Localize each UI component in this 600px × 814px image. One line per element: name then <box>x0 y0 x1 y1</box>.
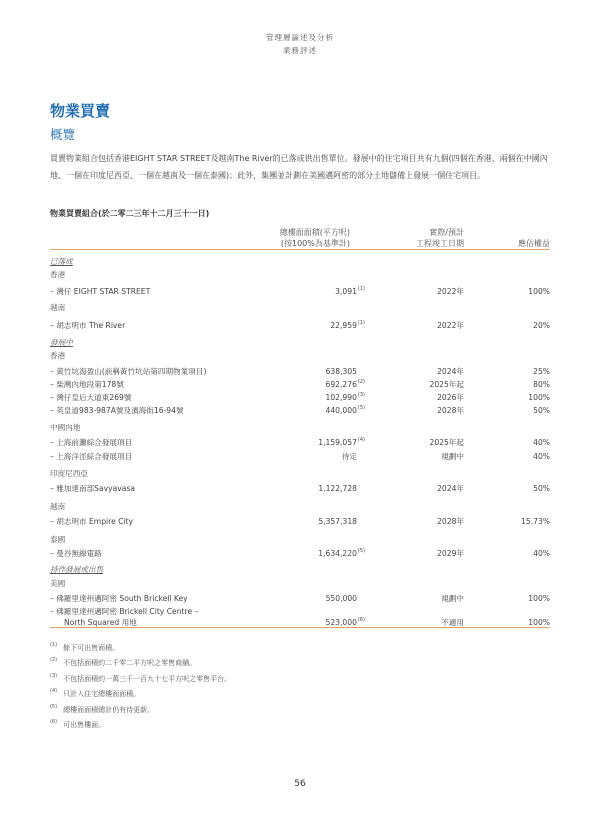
row-label: 已落成 <box>50 257 73 266</box>
table-region-label <box>50 501 550 512</box>
attributable-interest: 25% <box>533 367 550 376</box>
completion-date: 不適用 <box>441 618 464 627</box>
footnotes <box>50 641 231 733</box>
area-value: 待定 <box>341 452 357 461</box>
table-region-label <box>50 422 550 433</box>
row-label: 印度尼西亞 <box>50 469 88 478</box>
row-label: 香港 <box>50 270 66 279</box>
footnote <box>50 656 231 671</box>
table-section-heading <box>50 337 550 348</box>
area-value: 550,000 <box>325 594 357 603</box>
footnote-text: 只計入住宅總樓面面積。 <box>63 690 141 699</box>
completion-date: 2026年 <box>437 393 464 402</box>
row-label: – 上海前灘綜合發展項目 <box>50 438 133 447</box>
gross-floor-area <box>318 437 365 448</box>
completion-date: 2025年起 <box>429 438 464 447</box>
footnote-text: 不包括面積約一萬三千一百九十七平方呎之零售平台。 <box>63 674 232 683</box>
footnote-ref: (1) <box>357 320 365 326</box>
row-label: – 曼谷無線電路 <box>50 549 102 558</box>
row-label: – 佛羅里達州邁阿密 South Brickell Key <box>50 594 188 603</box>
column-header-area-line1: 總樓面面積(平方呎) <box>279 228 350 237</box>
area-value: 1,122,728 <box>318 484 357 493</box>
attributable-interest: 100% <box>528 594 550 603</box>
attributable-interest: 20% <box>533 321 550 330</box>
table-row <box>50 606 550 617</box>
column-header-pct: 應佔權益 <box>518 239 550 248</box>
table-title: 物業買賣組合(於二零二三年十二月三十一日) <box>50 209 210 218</box>
completion-date: 2028年 <box>437 406 464 415</box>
column-header-date-line1: 實際/預計 <box>429 228 464 237</box>
row-label: 泰國 <box>50 535 66 544</box>
completion-date: 2028年 <box>437 517 464 526</box>
footnote-text: 不包括面積約二千零二平方呎之零售商舖。 <box>63 659 197 668</box>
row-label: – 上海洋涇綜合發展項目 <box>50 452 133 461</box>
section-subtitle: 概覽 <box>50 127 76 142</box>
table-row <box>50 320 550 331</box>
area-value: 22,959 <box>330 321 357 330</box>
footnote-mark: (5) <box>50 703 58 710</box>
footnote-text: 餘下可出售面積。 <box>63 644 120 652</box>
gross-floor-area <box>318 483 358 494</box>
gross-floor-area <box>326 593 358 604</box>
completion-date: 2022年 <box>437 287 464 296</box>
column-header-date <box>364 227 464 249</box>
table-bottom-rule <box>50 627 550 628</box>
attributable-interest: 100% <box>528 393 550 402</box>
area-value: 440,000 <box>325 406 357 415</box>
row-label: 越南 <box>50 502 66 511</box>
table-row <box>50 483 550 494</box>
completion-date: 2029年 <box>437 549 464 558</box>
attributable-interest: 80% <box>533 380 550 389</box>
row-label: 越南 <box>50 303 66 312</box>
attributable-interest: 50% <box>533 406 550 415</box>
table-row <box>50 366 550 377</box>
footnote-ref: (6) <box>357 617 365 623</box>
table-region-label <box>50 534 550 545</box>
table-top-rule <box>50 249 550 250</box>
table-row <box>50 379 550 390</box>
table-region-label <box>50 578 550 589</box>
completion-date: 2024年 <box>437 367 464 376</box>
footnote-ref: (2) <box>357 379 365 385</box>
row-label: 持作發展或出售 <box>50 565 104 574</box>
footnote-ref: (3) <box>357 392 365 398</box>
attributable-interest: 100% <box>528 287 550 296</box>
area-value: 5,357,318 <box>318 517 357 526</box>
row-label: North Squared 用地 <box>64 618 137 627</box>
footnote-mark: (6) <box>50 719 58 726</box>
attributable-interest: 15.73% <box>521 517 550 526</box>
completion-date: 規劃中 <box>441 594 464 603</box>
gross-floor-area <box>326 366 358 377</box>
gross-floor-area <box>335 286 365 297</box>
table-region-label <box>50 350 550 361</box>
completion-date: 2022年 <box>437 321 464 330</box>
row-label: 發展中 <box>50 338 73 347</box>
area-value: 102,990 <box>325 393 357 402</box>
gross-floor-area <box>318 516 358 527</box>
table-region-label <box>50 468 550 479</box>
row-label: – 胡志明市 The River <box>50 321 126 330</box>
attributable-interest: 100% <box>528 618 550 627</box>
header-chapter: 管理層論述及分析 <box>266 33 334 42</box>
attributable-interest: 40% <box>533 452 550 461</box>
row-label: 中國內地 <box>50 423 81 432</box>
table-row <box>50 451 550 462</box>
attributable-interest: 40% <box>533 438 550 447</box>
footnote-ref: (1) <box>357 286 365 292</box>
area-value: 3,091 <box>335 287 357 296</box>
area-value: 523,000 <box>325 618 357 627</box>
row-label: – 黃竹坑海盈山(前稱黃竹坑站第四期物業項目) <box>50 367 207 376</box>
area-value: 692,276 <box>325 380 357 389</box>
table-row <box>50 548 550 559</box>
area-value: 638,305 <box>325 367 357 376</box>
row-label: – 灣仔 EIGHT STAR STREET <box>50 287 151 296</box>
table-row <box>50 286 550 297</box>
row-label: – 雅加達南部Savyavasa <box>50 484 136 493</box>
page-title: 物業買賣 <box>50 102 111 120</box>
table-row <box>50 593 550 604</box>
gross-floor-area <box>326 405 366 416</box>
column-header-area-line2: (按100%為基準計) <box>280 239 350 248</box>
table-row <box>50 516 550 527</box>
row-label: – 佛羅里達州邁阿密 Brickell City Centre – <box>50 607 199 616</box>
table-row <box>50 437 550 448</box>
overview-paragraph: 買賣物業組合包括香港EIGHT STAR STREET及越南The River的已落成供出售單位。發展中的住宅項目共有九個(四個在香港、兩個在中國內地、一個在印度尼西亞、一個在越南及一個在泰國)；此外，集團並計劃在美國邁阿密的部分土地儲備上發展一個住宅項目。 <box>50 154 548 180</box>
completion-date: 2024年 <box>437 484 464 493</box>
column-header-date-line2: 工程竣工日期 <box>416 239 464 248</box>
table-section-heading <box>50 256 550 267</box>
footnote-text: 總樓面面積總計仍有待更新。 <box>63 705 155 714</box>
area-value: 1,634,220 <box>318 549 357 558</box>
row-label: – 英皇道983-987A號及濱海街16-94號 <box>50 406 184 415</box>
completion-date: 2025年起 <box>429 380 464 389</box>
footnote-ref: (5) <box>357 548 365 554</box>
row-label: – 灣仔皇后大道東269號 <box>50 393 132 402</box>
gross-floor-area <box>326 379 366 390</box>
row-label: – 柴灣內地段第178號 <box>50 380 124 389</box>
row-label: 香港 <box>50 351 66 360</box>
table-row <box>50 392 550 403</box>
attributable-interest: 40% <box>533 549 550 558</box>
footnote-mark: (4) <box>50 688 58 695</box>
header-section: 業務評述 <box>283 46 317 55</box>
table-region-label <box>50 269 550 280</box>
footnote-mark: (1) <box>50 642 58 648</box>
footnote <box>50 687 231 702</box>
area-value: 1,159,057 <box>318 438 357 447</box>
row-label: – 胡志明市 Empire City <box>50 517 134 526</box>
column-header-area <box>230 227 350 249</box>
page-number: 56 <box>294 779 306 789</box>
gross-floor-area <box>326 392 366 403</box>
completion-date: 規劃中 <box>441 452 464 461</box>
table-region-label <box>50 302 550 313</box>
footnote-ref: (5) <box>357 405 365 411</box>
footnote-mark: (3) <box>50 672 58 679</box>
footnote <box>50 718 231 733</box>
footnote <box>50 672 231 687</box>
footnote-text: 可出售樓面。 <box>63 721 106 730</box>
attributable-interest: 50% <box>533 484 550 493</box>
gross-floor-area <box>330 320 365 331</box>
footnote <box>50 641 231 656</box>
gross-floor-area <box>318 548 365 559</box>
table-row <box>50 405 550 416</box>
footnote-mark: (2) <box>50 657 58 664</box>
footnote <box>50 703 231 718</box>
gross-floor-area <box>357 606 358 617</box>
footnote-ref: (4) <box>357 437 365 443</box>
table-section-heading <box>50 564 550 575</box>
gross-floor-area <box>342 451 358 462</box>
row-label: 美國 <box>50 579 66 588</box>
